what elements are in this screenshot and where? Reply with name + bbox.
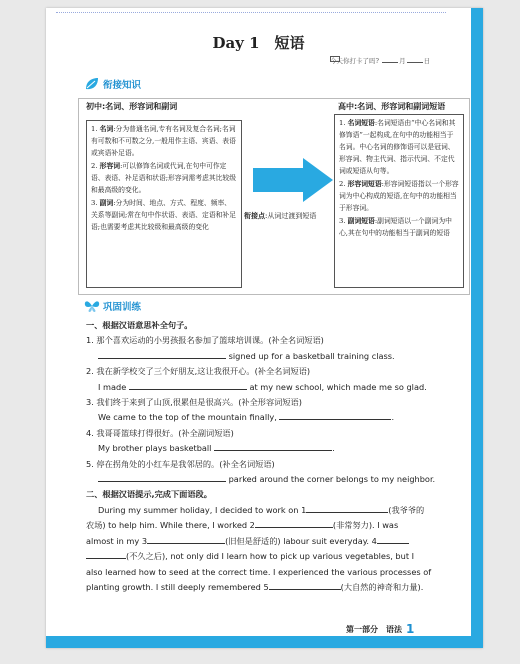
junior-item: 2. 形容词:可以修饰名词或代词,在句中可作定语、表语、补足语和状语;形容词需考虑其比较级和最高级的变化。 <box>91 162 237 194</box>
checkin-checkbox[interactable] <box>330 56 340 62</box>
q3-english: We came to the top of the mountain finally, . <box>98 412 395 423</box>
section-label: 衔接知识 <box>103 80 142 91</box>
q2-chinese: 2. 我在新学校交了三个好朋友,这让我很开心。(补全名词短语) <box>86 366 311 377</box>
passage-blank-2[interactable] <box>255 518 333 528</box>
checkin-line <box>330 56 430 65</box>
checkin-question: 今天你打卡了吗? <box>330 57 379 65</box>
senior-item: 3. 副词短语:副词短语以一个副词为中心,其在句中的功能相当于副词的短语 <box>339 217 452 237</box>
q3-chinese: 3. 我们终于来到了山顶,很累但是很高兴。(补全形容词短语) <box>86 397 302 408</box>
page-footer <box>346 622 414 636</box>
butterfly-icon <box>84 299 100 313</box>
footer-part-label: 第一部分 语法 <box>346 625 402 634</box>
passage-line: planting growth. I still deeply remembered 5 (大自然的神奇和力量). <box>86 581 424 592</box>
junior-knowledge-box <box>86 120 242 288</box>
part1-heading: 一、根据汉语意思补全句子。 <box>86 320 193 330</box>
passage-blank-4b[interactable] <box>86 549 126 559</box>
junior-item: 3. 副词:分为时间、地点、方式、程度、频率、关系等副词;常在句中作状语、表语、定语和补足语;也需要考虑其比较级和最高级的变化 <box>91 199 237 231</box>
q1-english: signed up for a basketball training class. <box>86 349 472 364</box>
senior-knowledge-box <box>334 114 464 288</box>
q1-blank[interactable] <box>98 349 226 359</box>
passage-blank-5[interactable] <box>269 580 341 590</box>
q5-chinese: 5. 停在拐角处的小红车是我邻居的。(补全名词短语) <box>86 458 275 469</box>
leaf-icon <box>84 77 100 91</box>
q2-english: I made at my new school, which made me so glad. <box>98 381 427 392</box>
month-blank[interactable] <box>382 62 398 63</box>
junior-item: 1. 名词:分为普通名词,专有名词及复合名词;名词有可数和不可数之分,一般用作主语、宾语、表语或宾语补足语。 <box>91 125 236 157</box>
section-header-bridge-knowledge <box>84 76 141 92</box>
exercise-body <box>86 318 472 595</box>
senior-item: 1. 名词短语:名词短语由“中心名词和其修饰语”一起构成,在句中的功能相当于名词。中心名词的修饰语可以是冠词、形容词、物主代词、指示代词、不定代词或短语从句等。 <box>339 119 456 175</box>
page-number: 1 <box>406 622 415 636</box>
day-blank[interactable] <box>407 62 423 63</box>
bridge-point: 衔接点:从词过渡到短语 <box>244 211 317 220</box>
q1-chinese: 1. 那个喜欢运动的小男孩报名参加了篮球培训课。(补全名词短语) <box>86 335 324 346</box>
page-title: Day 1 短语 <box>212 34 305 52</box>
month-label: 月 <box>399 57 406 65</box>
top-dotted-line <box>56 12 446 13</box>
passage-line: also learned how to seed at the correct time. I experienced the various processes of <box>86 566 432 577</box>
worksheet-page <box>46 8 483 648</box>
q5-blank[interactable] <box>98 472 226 482</box>
q4-english: My brother plays basketball . <box>98 443 335 454</box>
day-label: 日 <box>423 57 431 65</box>
section-band <box>100 77 470 90</box>
passage-blank-1[interactable] <box>306 503 388 513</box>
q5-english: parked around the corner belongs to my neighbor. <box>86 472 472 487</box>
q3-blank[interactable] <box>279 410 391 420</box>
side-color-stripe <box>471 8 483 648</box>
right-arrow-icon <box>253 158 333 202</box>
part2-heading: 二、根据汉语提示,完成下面语段。 <box>86 489 212 500</box>
passage-blank-4a[interactable] <box>377 534 409 544</box>
passage-line: almost in my 3 (旧但是舒适的) labour suit everyday. 4 <box>86 534 472 549</box>
passage-line: During my summer holiday, I decided to work on 1 (我爷爷的 <box>98 504 425 515</box>
passage-line: (不久之后), not only did I learn how to pick up various vegetables, but I <box>86 549 472 564</box>
passage-line: 农场) to help him. While there, I worked 2 (非常努力). I was <box>86 520 399 531</box>
section-label: 巩固训练 <box>103 302 142 313</box>
senior-item: 2. 形容词短语:形容词短语指以一个形容词为中心构成的短语,在句中的功能相当于形容词。 <box>339 180 459 212</box>
right-column-heading: 高中:名词、形容词和副词短语 <box>338 102 446 111</box>
q4-chinese: 4. 我哥哥篮球打得很好。(补全副词短语) <box>86 427 234 438</box>
left-column-heading: 初中:名词、形容词和副词 <box>86 102 178 111</box>
section-header-practice <box>84 298 141 314</box>
section-band <box>100 299 470 312</box>
passage-blank-3[interactable] <box>147 534 225 544</box>
q4-blank[interactable] <box>214 441 332 451</box>
q2-blank[interactable] <box>129 380 247 390</box>
bottom-color-bar <box>46 636 483 648</box>
